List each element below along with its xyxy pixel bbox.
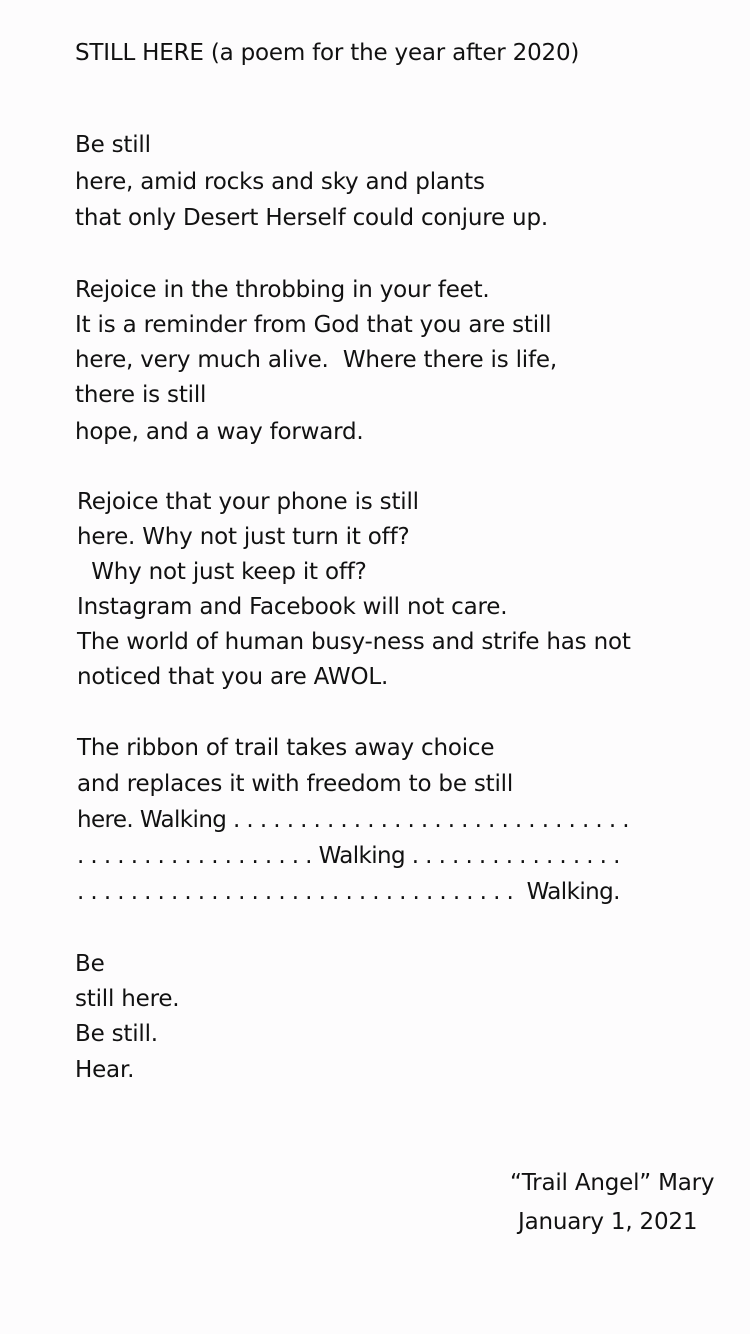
poem-line: Be still.: [75, 1021, 158, 1047]
signature-date: January 1, 2021: [518, 1209, 698, 1235]
poem-line: noticed that you are AWOL.: [77, 664, 389, 690]
poem-line: Be: [75, 951, 105, 977]
poem-line: It is a reminder from God that you are still: [75, 312, 552, 338]
poem-line: Rejoice in the throbbing in your feet.: [75, 277, 490, 303]
poem-line: here, amid rocks and sky and plants: [75, 169, 485, 195]
poem-line: still here.: [75, 986, 180, 1012]
poem-line-walking: . . . . . . . . . . . . . . . . . . Walking . . . . . . . . . . . . . . . .: [77, 843, 620, 869]
poem-line: Instagram and Facebook will not care.: [77, 594, 508, 620]
poem-line-walking: . . . . . . . . . . . . . . . . . . . . . . . . . . . . . . . . . Walking.: [77, 879, 620, 905]
poem-line: hope, and a way forward.: [75, 419, 364, 445]
poem-line: that only Desert Herself could conjure up.: [75, 205, 548, 231]
poem-title: STILL HERE (a poem for the year after 2020): [75, 40, 580, 66]
poem-line: The ribbon of trail takes away choice: [77, 735, 495, 761]
poem-line: and replaces it with freedom to be still: [77, 771, 514, 797]
poem-line-walking: here. Walking . . . . . . . . . . . . . . . . . . . . . . . . . . . . . .: [77, 807, 629, 833]
poem-line: The world of human busy-ness and strife has not: [77, 629, 631, 655]
poem-line: Why not just keep it off?: [77, 559, 367, 585]
poem-line: here. Why not just turn it off?: [77, 524, 410, 550]
signature-author: “Trail Angel” Mary: [510, 1170, 715, 1196]
poem-line: Be still: [75, 132, 151, 158]
poem-line: here, very much alive. Where there is life,: [75, 347, 557, 373]
poem-line: Rejoice that your phone is still: [77, 489, 419, 515]
poem-line: Hear.: [75, 1057, 135, 1083]
poem-line: there is still: [75, 382, 207, 408]
